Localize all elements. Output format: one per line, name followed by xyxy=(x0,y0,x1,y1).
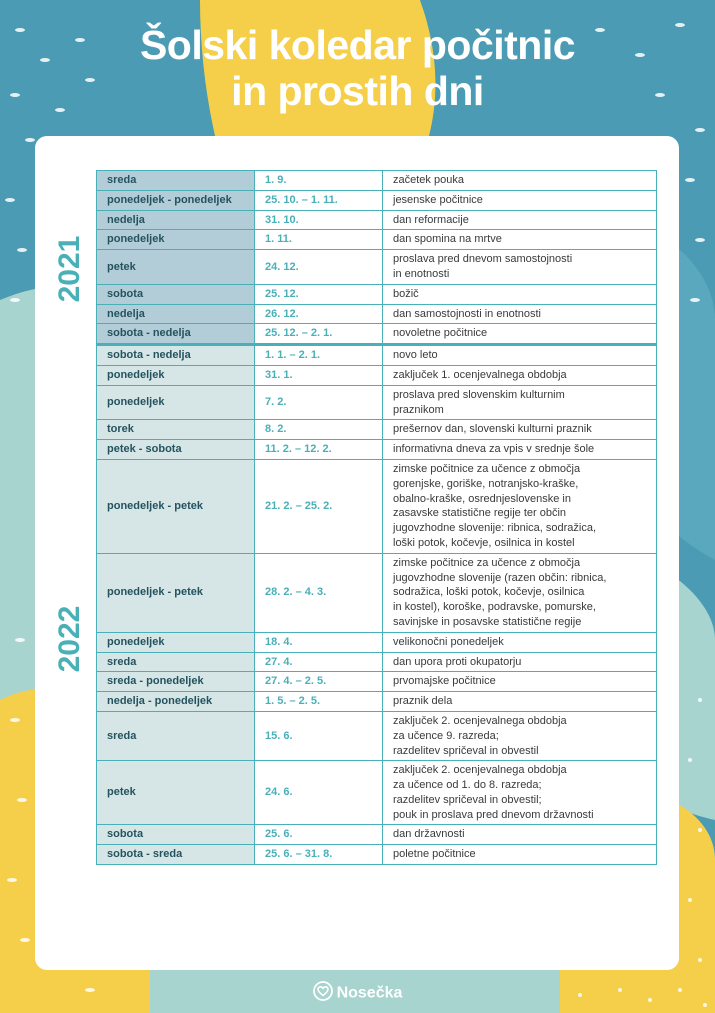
row-description: novoletne počitnice xyxy=(383,324,657,345)
table-row xyxy=(97,420,657,440)
row-day: petek xyxy=(97,761,255,825)
row-day: ponedeljek xyxy=(97,632,255,652)
table-row xyxy=(97,345,657,366)
row-date: 15. 6. xyxy=(255,711,383,760)
row-day: ponedeljek xyxy=(97,230,255,250)
row-date: 8. 2. xyxy=(255,420,383,440)
row-description: božič xyxy=(383,284,657,304)
row-day: sobota - nedelja xyxy=(97,345,255,366)
row-description: dan državnosti xyxy=(383,825,657,845)
row-description: novo leto xyxy=(383,345,657,366)
table-row xyxy=(97,171,657,191)
row-description: zimske počitnice za učence z območja jugovzhodne slovenije (razen občin: ribnica, sodražica, loški potok, kočevje, osilnica in kostel), koroške, podravske, pomurske, savinjske in posavske statistične regije xyxy=(383,553,657,632)
row-date: 25. 12. – 2. 1. xyxy=(255,324,383,345)
row-description: dan upora proti okupatorju xyxy=(383,652,657,672)
row-description: zaključek 2. ocenjevalnega obdobja za učence 9. razreda; razdelitev spričeval in obvestil xyxy=(383,711,657,760)
table-row xyxy=(97,825,657,845)
row-date: 24. 12. xyxy=(255,250,383,285)
row-description: proslava pred slovenskim kulturnim praznikom xyxy=(383,385,657,420)
row-date: 18. 4. xyxy=(255,632,383,652)
row-day: sobota - nedelja xyxy=(97,324,255,345)
row-date: 1. 11. xyxy=(255,230,383,250)
row-day: sobota xyxy=(97,284,255,304)
table-row xyxy=(97,672,657,692)
table-row xyxy=(97,692,657,712)
row-date: 31. 1. xyxy=(255,365,383,385)
row-description: velikonočni ponedeljek xyxy=(383,632,657,652)
row-date: 31. 10. xyxy=(255,210,383,230)
table-row xyxy=(97,459,657,553)
row-day: ponedeljek xyxy=(97,385,255,420)
brand-name: Nosečka xyxy=(336,984,403,1002)
table-row xyxy=(97,553,657,632)
row-description: dan samostojnosti in enotnosti xyxy=(383,304,657,324)
row-date: 1. 5. – 2. 5. xyxy=(255,692,383,712)
row-day: nedelja xyxy=(97,304,255,324)
row-day: torek xyxy=(97,420,255,440)
row-date: 27. 4. – 2. 5. xyxy=(255,672,383,692)
row-day: sreda xyxy=(97,652,255,672)
table-row xyxy=(97,250,657,285)
table-row xyxy=(97,845,657,865)
table-row xyxy=(97,230,657,250)
row-day: ponedeljek - ponedeljek xyxy=(97,190,255,210)
table-row xyxy=(97,711,657,760)
calendar-table xyxy=(96,170,657,865)
table-row xyxy=(97,652,657,672)
row-date: 21. 2. – 25. 2. xyxy=(255,459,383,553)
table-row xyxy=(97,365,657,385)
table-row xyxy=(97,385,657,420)
row-day: sreda xyxy=(97,711,255,760)
table-row xyxy=(97,632,657,652)
row-date: 24. 6. xyxy=(255,761,383,825)
page-title xyxy=(0,22,715,114)
row-date: 11. 2. – 12. 2. xyxy=(255,440,383,460)
row-date: 25. 12. xyxy=(255,284,383,304)
row-description: informativna dneva za vpis v srednje šole xyxy=(383,440,657,460)
table-row xyxy=(97,324,657,345)
table-row xyxy=(97,304,657,324)
row-date: 25. 6. xyxy=(255,825,383,845)
heart-icon xyxy=(313,981,333,1006)
table-row xyxy=(97,440,657,460)
row-description: prvomajske počitnice xyxy=(383,672,657,692)
row-day: ponedeljek xyxy=(97,365,255,385)
row-day: nedelja - ponedeljek xyxy=(97,692,255,712)
year-label-2022: 2022 xyxy=(53,605,86,673)
row-description: zaključek 2. ocenjevalnega obdobja za učence od 1. do 8. razreda; razdelitev spričeval in obvestil; pouk in proslava pred dnevom državnosti xyxy=(383,761,657,825)
year-label-2021: 2021 xyxy=(53,235,86,303)
row-day: sreda xyxy=(97,171,255,191)
row-date: 26. 12. xyxy=(255,304,383,324)
table-row xyxy=(97,761,657,825)
row-description: proslava pred dnevom samostojnosti in enotnosti xyxy=(383,250,657,285)
table-row xyxy=(97,210,657,230)
row-description: poletne počitnice xyxy=(383,845,657,865)
row-day: petek - sobota xyxy=(97,440,255,460)
row-description: prešernov dan, slovenski kulturni praznik xyxy=(383,420,657,440)
row-date: 7. 2. xyxy=(255,385,383,420)
row-date: 1. 9. xyxy=(255,171,383,191)
row-date: 1. 1. – 2. 1. xyxy=(255,345,383,366)
table-row xyxy=(97,284,657,304)
title-line-1: Šolski koledar počitnic xyxy=(139,22,576,68)
row-date: 25. 10. – 1. 11. xyxy=(255,190,383,210)
row-description: praznik dela xyxy=(383,692,657,712)
row-day: sobota xyxy=(97,825,255,845)
row-day: sobota - sreda xyxy=(97,845,255,865)
row-description: začetek pouka xyxy=(383,171,657,191)
table-row xyxy=(97,190,657,210)
row-day: ponedeljek - petek xyxy=(97,459,255,553)
row-day: sreda - ponedeljek xyxy=(97,672,255,692)
row-description: dan spomina na mrtve xyxy=(383,230,657,250)
row-description: jesenske počitnice xyxy=(383,190,657,210)
row-date: 27. 4. xyxy=(255,652,383,672)
row-day: petek xyxy=(97,250,255,285)
footer-brand xyxy=(0,981,715,1006)
row-description: dan reformacije xyxy=(383,210,657,230)
row-day: ponedeljek - petek xyxy=(97,553,255,632)
title-line-2: in prostih dni xyxy=(231,68,484,114)
row-date: 25. 6. – 31. 8. xyxy=(255,845,383,865)
row-description: zaključek 1. ocenjevalnega obdobja xyxy=(383,365,657,385)
row-description: zimske počitnice za učence z območja gorenjske, goriške, notranjsko-kraške, obalno-kraške, osrednjeslovenske in zasavske statistične regije ter občin jugovzhodne slovenije: ribnica, sodražica, loški potok, kočevje, osilnica in kostel xyxy=(383,459,657,553)
row-date: 28. 2. – 4. 3. xyxy=(255,553,383,632)
row-day: nedelja xyxy=(97,210,255,230)
